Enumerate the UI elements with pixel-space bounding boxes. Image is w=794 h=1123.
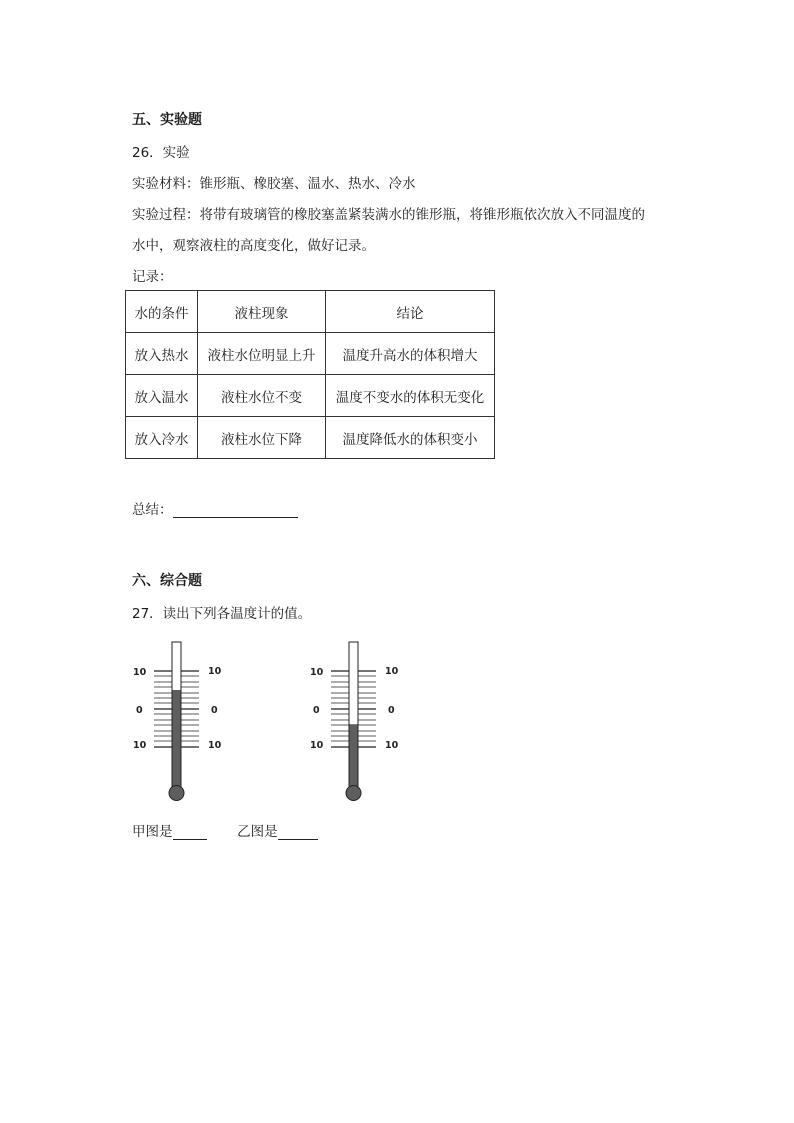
answer-blank-jia[interactable] bbox=[173, 825, 207, 840]
record-label: 记录： bbox=[132, 269, 173, 285]
scale-label-left: 10 bbox=[310, 740, 324, 751]
section-heading-comprehensive: 六、综合题 bbox=[132, 573, 202, 589]
summary-answer-blank[interactable] bbox=[173, 502, 298, 518]
thermometer-bulb bbox=[169, 786, 184, 801]
table-header-cell: 液柱现象 bbox=[198, 291, 326, 333]
scale-label-right: 10 bbox=[385, 666, 399, 677]
table-cell: 放入冷水 bbox=[126, 417, 198, 459]
thermometer-liquid bbox=[350, 724, 358, 787]
answer-label-yi: 乙图是 bbox=[237, 824, 278, 840]
table-cell: 放入温水 bbox=[126, 375, 198, 417]
summary-line bbox=[132, 498, 298, 518]
process-text-line1: 实验过程：将带有玻璃管的橡胶塞盖紧装满水的锥形瓶，将锥形瓶依次放入不同温度的 bbox=[132, 207, 645, 223]
answer-blank-yi[interactable] bbox=[278, 825, 318, 840]
section-heading-experiment: 五、实验题 bbox=[132, 112, 202, 128]
scale-label-right: 10 bbox=[208, 740, 222, 751]
scale-label-left: 0 bbox=[313, 705, 320, 716]
scale-label-right: 10 bbox=[385, 740, 399, 751]
table-cell: 液柱水位不变 bbox=[198, 375, 326, 417]
table-cell: 温度不变水的体积无变化 bbox=[326, 375, 495, 417]
thermometer-jia bbox=[125, 640, 235, 810]
question-27-title: 27．读出下列各温度计的值。 bbox=[132, 606, 312, 622]
table-header-cell: 水的条件 bbox=[126, 291, 198, 333]
thermometer-liquid bbox=[173, 690, 181, 787]
table-row bbox=[126, 375, 495, 417]
materials-text: 实验材料：锥形瓶、橡胶塞、温水、热水、冷水 bbox=[132, 176, 416, 192]
scale-label-left: 10 bbox=[133, 667, 147, 678]
table-cell: 液柱水位明显上升 bbox=[198, 333, 326, 375]
table-row bbox=[126, 333, 495, 375]
scale-label-left: 10 bbox=[133, 740, 147, 751]
table-header-cell: 结论 bbox=[326, 291, 495, 333]
table-cell: 温度升高水的体积增大 bbox=[326, 333, 495, 375]
scale-label-left: 0 bbox=[136, 705, 143, 716]
table-header-row bbox=[126, 291, 495, 333]
table-cell: 放入热水 bbox=[126, 333, 198, 375]
answer-label-jia: 甲图是 bbox=[132, 824, 173, 840]
record-table bbox=[125, 290, 495, 459]
scale-label-right: 0 bbox=[388, 705, 395, 716]
thermometer-yi bbox=[302, 640, 412, 810]
scale-label-right: 10 bbox=[208, 666, 222, 677]
summary-label: 总结： bbox=[132, 502, 173, 518]
table-cell: 温度降低水的体积变小 bbox=[326, 417, 495, 459]
thermometer-bulb bbox=[346, 786, 361, 801]
table-cell: 液柱水位下降 bbox=[198, 417, 326, 459]
table-row bbox=[126, 417, 495, 459]
scale-label-right: 0 bbox=[211, 705, 218, 716]
process-text-line2: 水中，观察液柱的高度变化，做好记录。 bbox=[132, 238, 375, 254]
scale-label-left: 10 bbox=[310, 667, 324, 678]
answer-line bbox=[132, 820, 318, 840]
question-26-title: 26．实验 bbox=[132, 145, 190, 161]
